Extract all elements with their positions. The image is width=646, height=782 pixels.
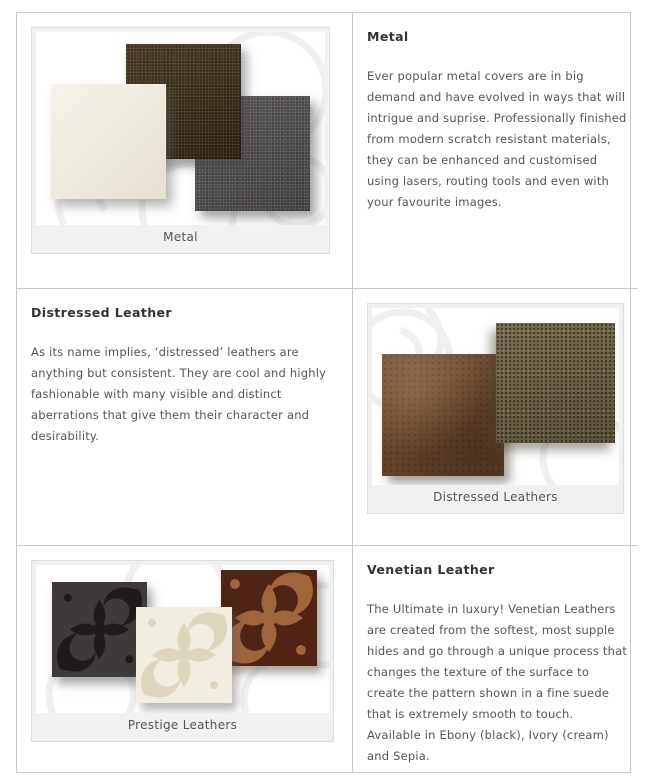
image-caption-distressed: Distressed Leathers [433,490,558,504]
distressed-image-frame [367,303,624,514]
swatch-damask-dark [52,582,147,677]
section-body-metal: Ever popular metal covers are in big demand and have evolved in ways that will intrigue and suprise. Professionally finished from modern scratch resistant materials, they can be enhanced and customised using lasers, routing tools and even with your favourite images. [367,69,627,209]
cell-distressed-text [17,289,353,546]
swatch-damask-sepia [221,570,317,666]
cell-venetian-text [353,546,638,772]
swatch-pebbled-olive [496,323,615,443]
section-heading-metal: Metal [367,29,409,44]
cell-distressed-image [353,289,638,546]
image-caption-metal: Metal [163,230,198,244]
section-body-distressed: As its name implies, ‘distressed’ leathers are anything but consistent. They are cool and highly fashionable with many visible and distinct aberrations that give them their character and desirability. [31,345,327,443]
materials-table [16,12,631,773]
prestige-image-frame [31,560,334,742]
prestige-swatch-image [36,565,329,713]
distressed-swatch-image [372,308,619,485]
cell-metal-text [353,13,638,289]
cell-metal-image [17,13,353,289]
section-heading-venetian: Venetian Leather [367,562,495,577]
metal-swatch-image [36,32,325,225]
cell-prestige-image [17,546,353,772]
metal-image-frame [31,27,330,254]
swatch-suede-brown [382,354,504,476]
swatch-metal-cream [51,84,166,199]
section-body-venetian: The Ultimate in luxury! Venetian Leathers are created from the softest, most supple hides and go through a unique process that changes the texture of the surface to create the pattern shown in a fine suede that is extremely smooth to touch. Available in Ebony (black), Ivory (cream) and Sepia. [367,602,628,763]
image-caption-prestige: Prestige Leathers [127,718,238,732]
section-heading-distressed: Distressed Leather [31,305,172,320]
swatch-damask-ivory [136,607,232,703]
